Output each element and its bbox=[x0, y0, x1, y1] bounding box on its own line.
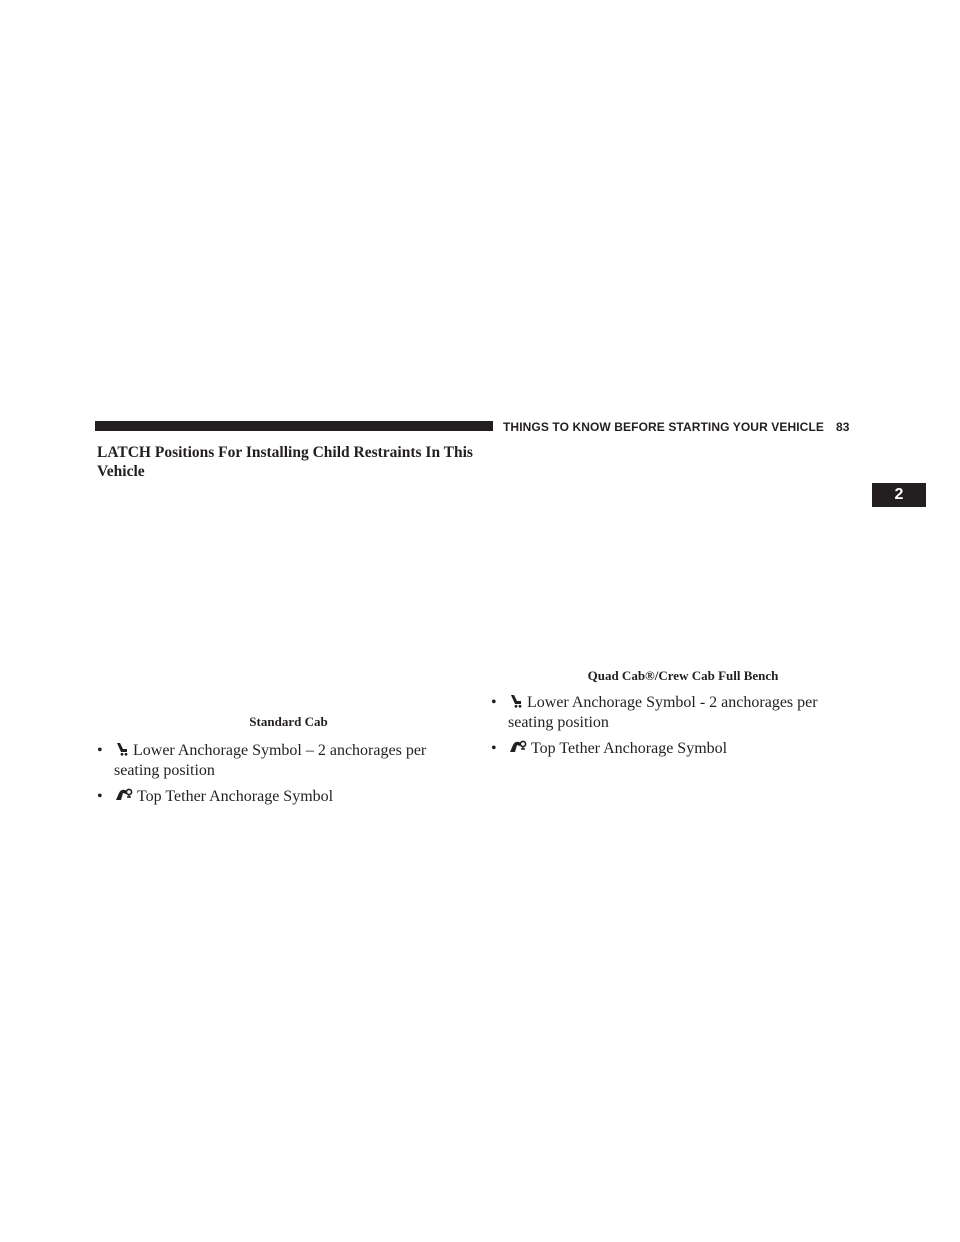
bullet-dot: • bbox=[491, 740, 497, 757]
lower-anchorage-text: Lower Anchorage Symbol – 2 anchorages per bbox=[133, 742, 427, 759]
standard-cab-figure bbox=[97, 490, 480, 698]
running-header bbox=[503, 420, 850, 434]
header-rule bbox=[95, 421, 493, 431]
list-item bbox=[97, 787, 473, 807]
bullet-dot: • bbox=[491, 694, 497, 711]
top-tether-text: Top Tether Anchorage Symbol bbox=[531, 740, 728, 757]
top-tether-icon bbox=[115, 788, 133, 802]
top-tether-icon bbox=[509, 740, 527, 754]
lower-anchorage-text-cont: seating position bbox=[508, 714, 609, 731]
list-item bbox=[491, 693, 864, 733]
page-number: 83 bbox=[835, 420, 850, 434]
bullet-dot: • bbox=[97, 742, 103, 759]
bullet-dot: • bbox=[97, 788, 103, 805]
lower-anchorage-icon bbox=[509, 694, 523, 708]
lower-anchorage-icon bbox=[115, 742, 129, 756]
lower-anchorage-text: Lower Anchorage Symbol - 2 anchorages per bbox=[527, 694, 818, 711]
section-heading: LATCH Positions For Installing Child Restraints In This Vehicle bbox=[97, 444, 473, 480]
top-tether-text: Top Tether Anchorage Symbol bbox=[137, 788, 334, 805]
figure-caption-standard-cab: Standard Cab bbox=[249, 714, 328, 729]
list-item bbox=[97, 741, 473, 781]
lower-anchorage-text-cont: seating position bbox=[114, 762, 215, 779]
figure-caption-quad-crew-cab: Quad Cab®/Crew Cab Full Bench bbox=[587, 668, 779, 683]
quad-crew-cab-figure bbox=[497, 440, 880, 662]
header-title: THINGS TO KNOW BEFORE STARTING YOUR VEHICLE bbox=[503, 420, 824, 434]
chapter-tab[interactable]: 2 bbox=[872, 483, 926, 507]
list-item bbox=[491, 739, 864, 759]
